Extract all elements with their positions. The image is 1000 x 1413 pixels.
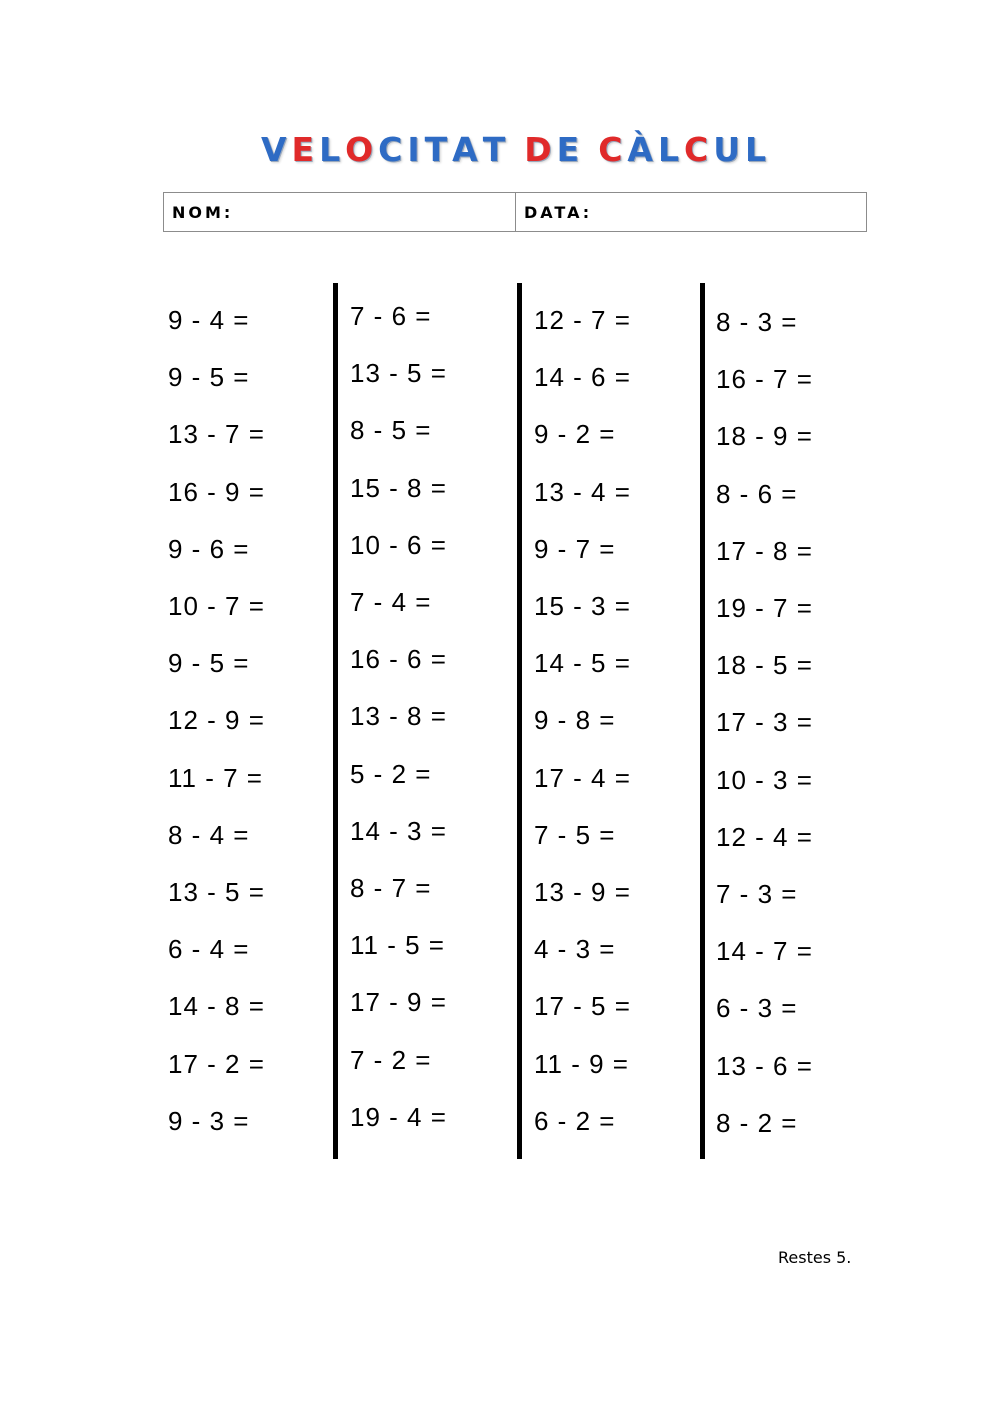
name-field[interactable]: [164, 193, 516, 231]
subtraction-exercise[interactable]: 12 - 9 =: [168, 705, 265, 735]
subtraction-exercise[interactable]: 11 - 5 =: [350, 930, 445, 960]
subtraction-exercise[interactable]: 9 - 4 =: [168, 305, 250, 335]
name-label: NOM:: [172, 202, 234, 222]
subtraction-exercise[interactable]: 6 - 3 =: [716, 993, 798, 1023]
subtraction-exercise[interactable]: 9 - 6 =: [168, 534, 250, 564]
subtraction-exercise[interactable]: 13 - 8 =: [350, 701, 447, 731]
title-letter: L: [657, 130, 684, 169]
subtraction-exercise[interactable]: 9 - 8 =: [534, 705, 616, 735]
subtraction-exercise[interactable]: 17 - 5 =: [534, 991, 631, 1021]
column-divider: [700, 283, 705, 1159]
title-letter: T: [424, 130, 453, 169]
subtraction-exercise[interactable]: 8 - 2 =: [716, 1108, 798, 1138]
subtraction-exercise[interactable]: 4 - 3 =: [534, 934, 616, 964]
title-letter: E: [556, 130, 585, 169]
subtraction-exercise[interactable]: 8 - 3 =: [716, 307, 798, 337]
title-letter: C: [378, 130, 408, 169]
subtraction-exercise[interactable]: 17 - 8 =: [716, 536, 813, 566]
subtraction-exercise[interactable]: 18 - 5 =: [716, 650, 813, 680]
worksheet-footer: Restes 5.: [778, 1248, 852, 1267]
subtraction-exercise[interactable]: 18 - 9 =: [716, 421, 813, 451]
subtraction-exercise[interactable]: 14 - 3 =: [350, 816, 447, 846]
subtraction-exercise[interactable]: 9 - 7 =: [534, 534, 616, 564]
title-letter: O: [345, 130, 379, 169]
subtraction-exercise[interactable]: 12 - 4 =: [716, 822, 813, 852]
subtraction-exercise[interactable]: 16 - 7 =: [716, 364, 813, 394]
column-divider: [517, 283, 522, 1159]
title-letter: C: [598, 130, 628, 169]
subtraction-exercise[interactable]: 9 - 5 =: [168, 648, 250, 678]
date-field[interactable]: [516, 193, 866, 231]
title-letter: E: [291, 130, 320, 169]
worksheet-title: [0, 128, 1000, 172]
subtraction-exercise[interactable]: 10 - 7 =: [168, 591, 265, 621]
subtraction-exercise[interactable]: 14 - 6 =: [534, 362, 631, 392]
subtraction-exercise[interactable]: 5 - 2 =: [350, 759, 432, 789]
subtraction-exercise[interactable]: 10 - 3 =: [716, 765, 813, 795]
subtraction-exercise[interactable]: 9 - 2 =: [534, 419, 616, 449]
title-letter: L: [319, 130, 346, 169]
date-label: DATA:: [524, 202, 593, 222]
subtraction-exercise[interactable]: 14 - 5 =: [534, 648, 631, 678]
title-letter: U: [713, 130, 745, 169]
title-letter: V: [260, 130, 292, 169]
subtraction-exercise[interactable]: 8 - 5 =: [350, 415, 432, 445]
subtraction-exercise[interactable]: 17 - 3 =: [716, 707, 813, 737]
title-letter: C: [683, 130, 714, 169]
subtraction-exercise[interactable]: 15 - 8 =: [350, 473, 447, 503]
subtraction-exercise[interactable]: 6 - 2 =: [534, 1106, 616, 1136]
subtraction-exercise[interactable]: 10 - 6 =: [350, 530, 447, 560]
title-letter: I: [407, 130, 425, 169]
subtraction-exercise[interactable]: 17 - 9 =: [350, 987, 447, 1017]
subtraction-exercise[interactable]: 9 - 5 =: [168, 362, 250, 392]
student-info-box: [163, 192, 867, 232]
subtraction-exercise[interactable]: 14 - 7 =: [716, 936, 813, 966]
subtraction-exercise[interactable]: 6 - 4 =: [168, 934, 250, 964]
subtraction-exercise[interactable]: 11 - 9 =: [534, 1049, 629, 1079]
subtraction-exercise[interactable]: 7 - 2 =: [350, 1045, 432, 1075]
column-divider: [333, 283, 338, 1159]
subtraction-exercise[interactable]: 11 - 7 =: [168, 763, 263, 793]
subtraction-exercise[interactable]: 16 - 9 =: [168, 477, 265, 507]
subtraction-exercise[interactable]: 16 - 6 =: [350, 644, 447, 674]
subtraction-exercise[interactable]: 7 - 3 =: [716, 879, 798, 909]
subtraction-exercise[interactable]: 13 - 5 =: [350, 358, 447, 388]
subtraction-exercise[interactable]: 13 - 7 =: [168, 419, 265, 449]
subtraction-exercise[interactable]: 19 - 4 =: [350, 1102, 447, 1132]
subtraction-exercise[interactable]: 19 - 7 =: [716, 593, 813, 623]
subtraction-exercise[interactable]: 17 - 2 =: [168, 1049, 265, 1079]
subtraction-exercise[interactable]: 13 - 5 =: [168, 877, 265, 907]
subtraction-exercise[interactable]: 8 - 6 =: [716, 479, 798, 509]
subtraction-exercise[interactable]: 12 - 7 =: [534, 305, 631, 335]
subtraction-exercise[interactable]: 15 - 3 =: [534, 591, 631, 621]
title-letter: T: [482, 130, 511, 169]
subtraction-exercise[interactable]: 8 - 7 =: [350, 873, 432, 903]
title-letter: D: [524, 130, 557, 169]
subtraction-exercise[interactable]: 7 - 4 =: [350, 587, 432, 617]
title-letter: L: [745, 130, 772, 169]
subtraction-exercise[interactable]: 14 - 8 =: [168, 991, 265, 1021]
subtraction-exercise[interactable]: 13 - 9 =: [534, 877, 631, 907]
subtraction-exercise[interactable]: 13 - 4 =: [534, 477, 631, 507]
subtraction-exercise[interactable]: 9 - 3 =: [168, 1106, 250, 1136]
subtraction-exercise[interactable]: 8 - 4 =: [168, 820, 250, 850]
title-letter: A: [452, 130, 483, 169]
subtraction-exercise[interactable]: 17 - 4 =: [534, 763, 631, 793]
subtraction-exercise[interactable]: 13 - 6 =: [716, 1051, 813, 1081]
title-letter: À: [627, 130, 658, 169]
subtraction-exercise[interactable]: 7 - 5 =: [534, 820, 616, 850]
subtraction-exercise[interactable]: 7 - 6 =: [350, 301, 432, 331]
